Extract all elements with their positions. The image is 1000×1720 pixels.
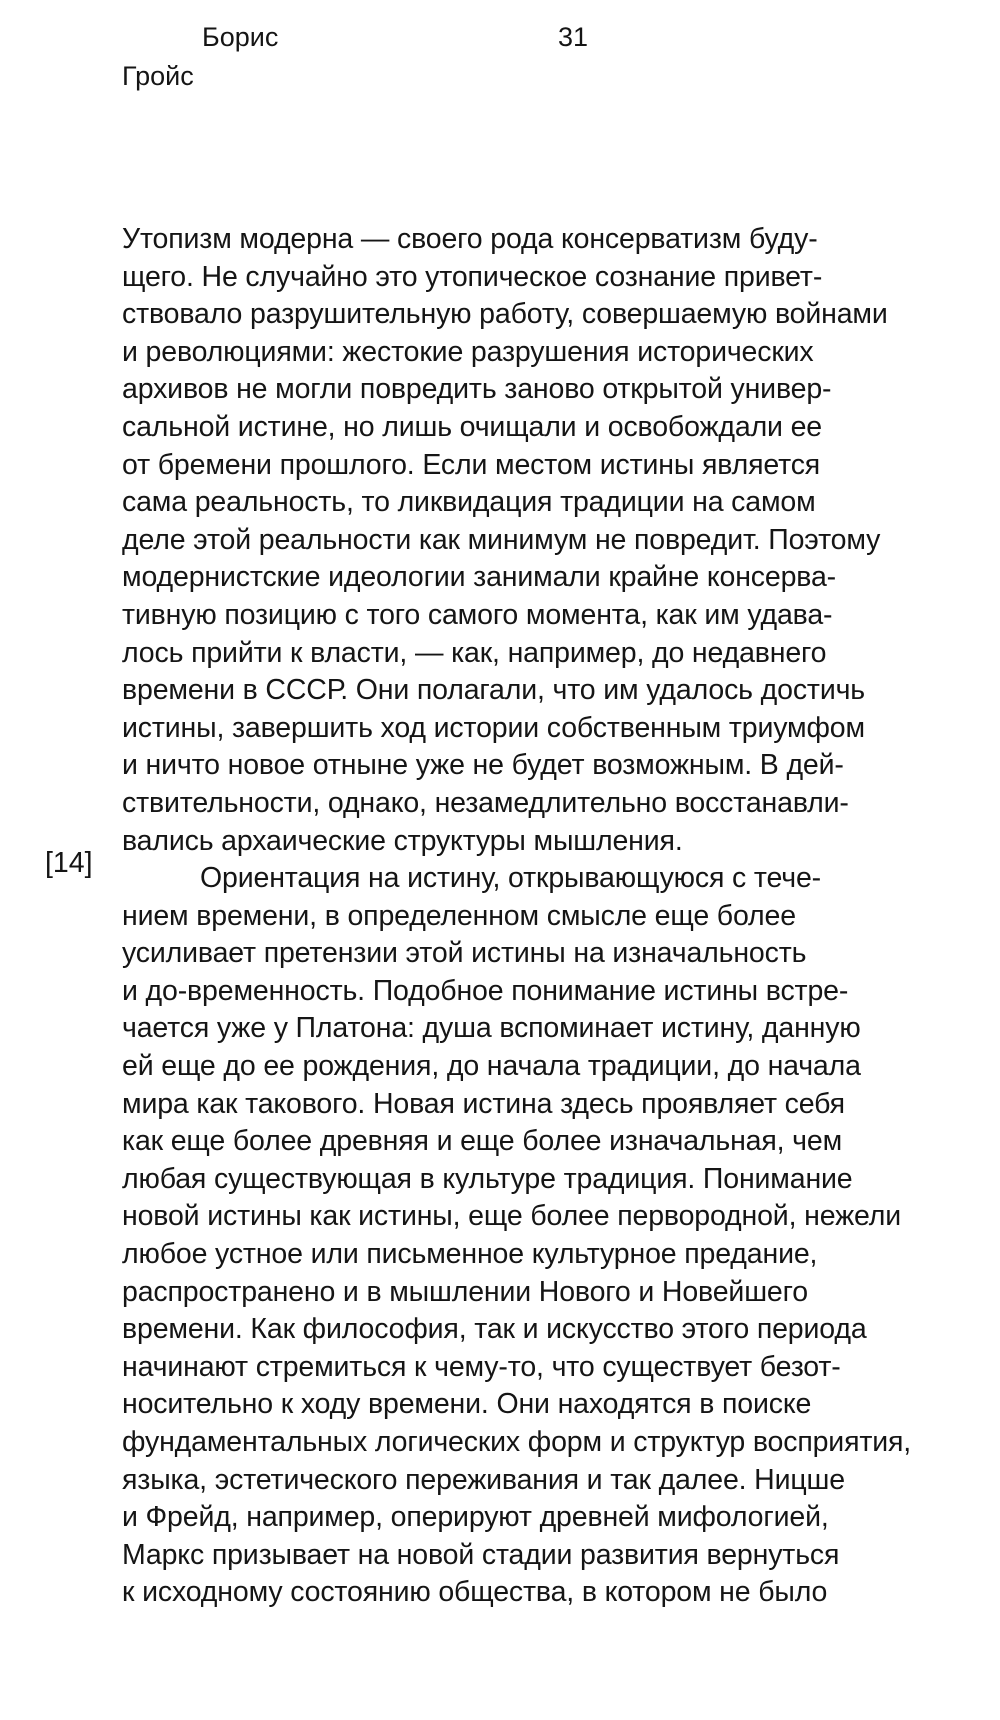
text-line: и ничто новое отныне уже не будет возможным. В дей- [122, 749, 844, 782]
text-line: начинают стремиться к чему-то, что существует безот- [122, 1350, 841, 1383]
text-line: ствительности, однако, незамедлительно восстанавли- [122, 786, 849, 819]
text-line: любая существующая в культуре традиция. Понимание [122, 1162, 853, 1195]
text-line: Маркс призывает на новой стадии развития вернуться [122, 1538, 840, 1571]
text-line: и революциями: жестокие разрушения исторических [122, 335, 814, 368]
text-line: от бремени прошлого. Если местом истины является [122, 448, 821, 481]
text-line: истины, завершить ход истории собственным триумфом [122, 711, 865, 744]
text-line: модернистские идеологии занимали крайне консерва- [122, 561, 837, 594]
author-last-name: Гройс [122, 61, 194, 91]
text-line: языка, эстетического переживания и так далее. Ницше [122, 1463, 845, 1496]
page-number: 31 [558, 22, 589, 52]
text-line: тивную позицию с того самого момента, как им удава- [122, 598, 833, 631]
text-line: чается уже у Платона: душа вспоминает истину, данную [122, 1012, 861, 1045]
margin-reference-number: [14] [45, 847, 93, 879]
body-text [122, 221, 982, 1612]
text-line: распространено и в мышлении Нового и Новейшего [122, 1275, 808, 1308]
text-line: и Фрейд, например, оперируют древней мифологией, [122, 1501, 829, 1534]
text-line: ей еще до ее рождения, до начала традиции, до начала [122, 1050, 861, 1083]
text-line: деле этой реальности как минимум не повредит. Поэтому [122, 523, 881, 556]
text-line: к исходному состоянию общества, в котором не было [122, 1576, 828, 1609]
paragraph-start-line: Ориентация на истину, открывающуюся с тече- [200, 862, 821, 895]
text-line: новой истины как истины, еще более первородной, нежели [122, 1200, 902, 1233]
text-line: Утопизм модерна — своего рода консерватизм буду- [122, 223, 818, 255]
text-line: сама реальность, то ликвидация традиции на самом [122, 486, 816, 519]
text-line: времени. Как философия, так и искусство этого периода [122, 1313, 867, 1346]
author-first-name: Борис [202, 22, 279, 52]
text-line: и до-временность. Подобное понимание истины встре- [122, 974, 849, 1007]
text-line: архивов не могли повредить заново открытой универ- [122, 373, 832, 406]
text-line: усиливает претензии этой истины на изначальность [122, 937, 807, 970]
text-line: мира как такового. Новая истина здесь проявляет себя [122, 1087, 845, 1120]
text-line: любое устное или письменное культурное предание, [122, 1238, 818, 1271]
running-header-author [122, 18, 322, 96]
text-line: вались архаические структуры мышления. [122, 824, 683, 857]
text-line: сальной истине, но лишь очищали и освобождали ее [122, 410, 822, 443]
text-line: носительно к ходу времени. Они находятся в поиске [122, 1388, 812, 1421]
text-line: нием времени, в определенном смысле еще более [122, 899, 796, 932]
text-line: времени в СССР. Они полагали, что им удалось достичь [122, 674, 865, 707]
text-line: щего. Не случайно это утопическое сознание привет- [122, 260, 823, 293]
text-line: как еще более древняя и еще более изначальная, чем [122, 1125, 843, 1158]
text-line: ствовало разрушительную работу, совершаемую войнами [122, 298, 888, 331]
text-line: фундаментальных логических форм и структур восприятия, [122, 1426, 912, 1458]
text-line: лось прийти к власти, — как, например, до недавнего [122, 636, 827, 669]
